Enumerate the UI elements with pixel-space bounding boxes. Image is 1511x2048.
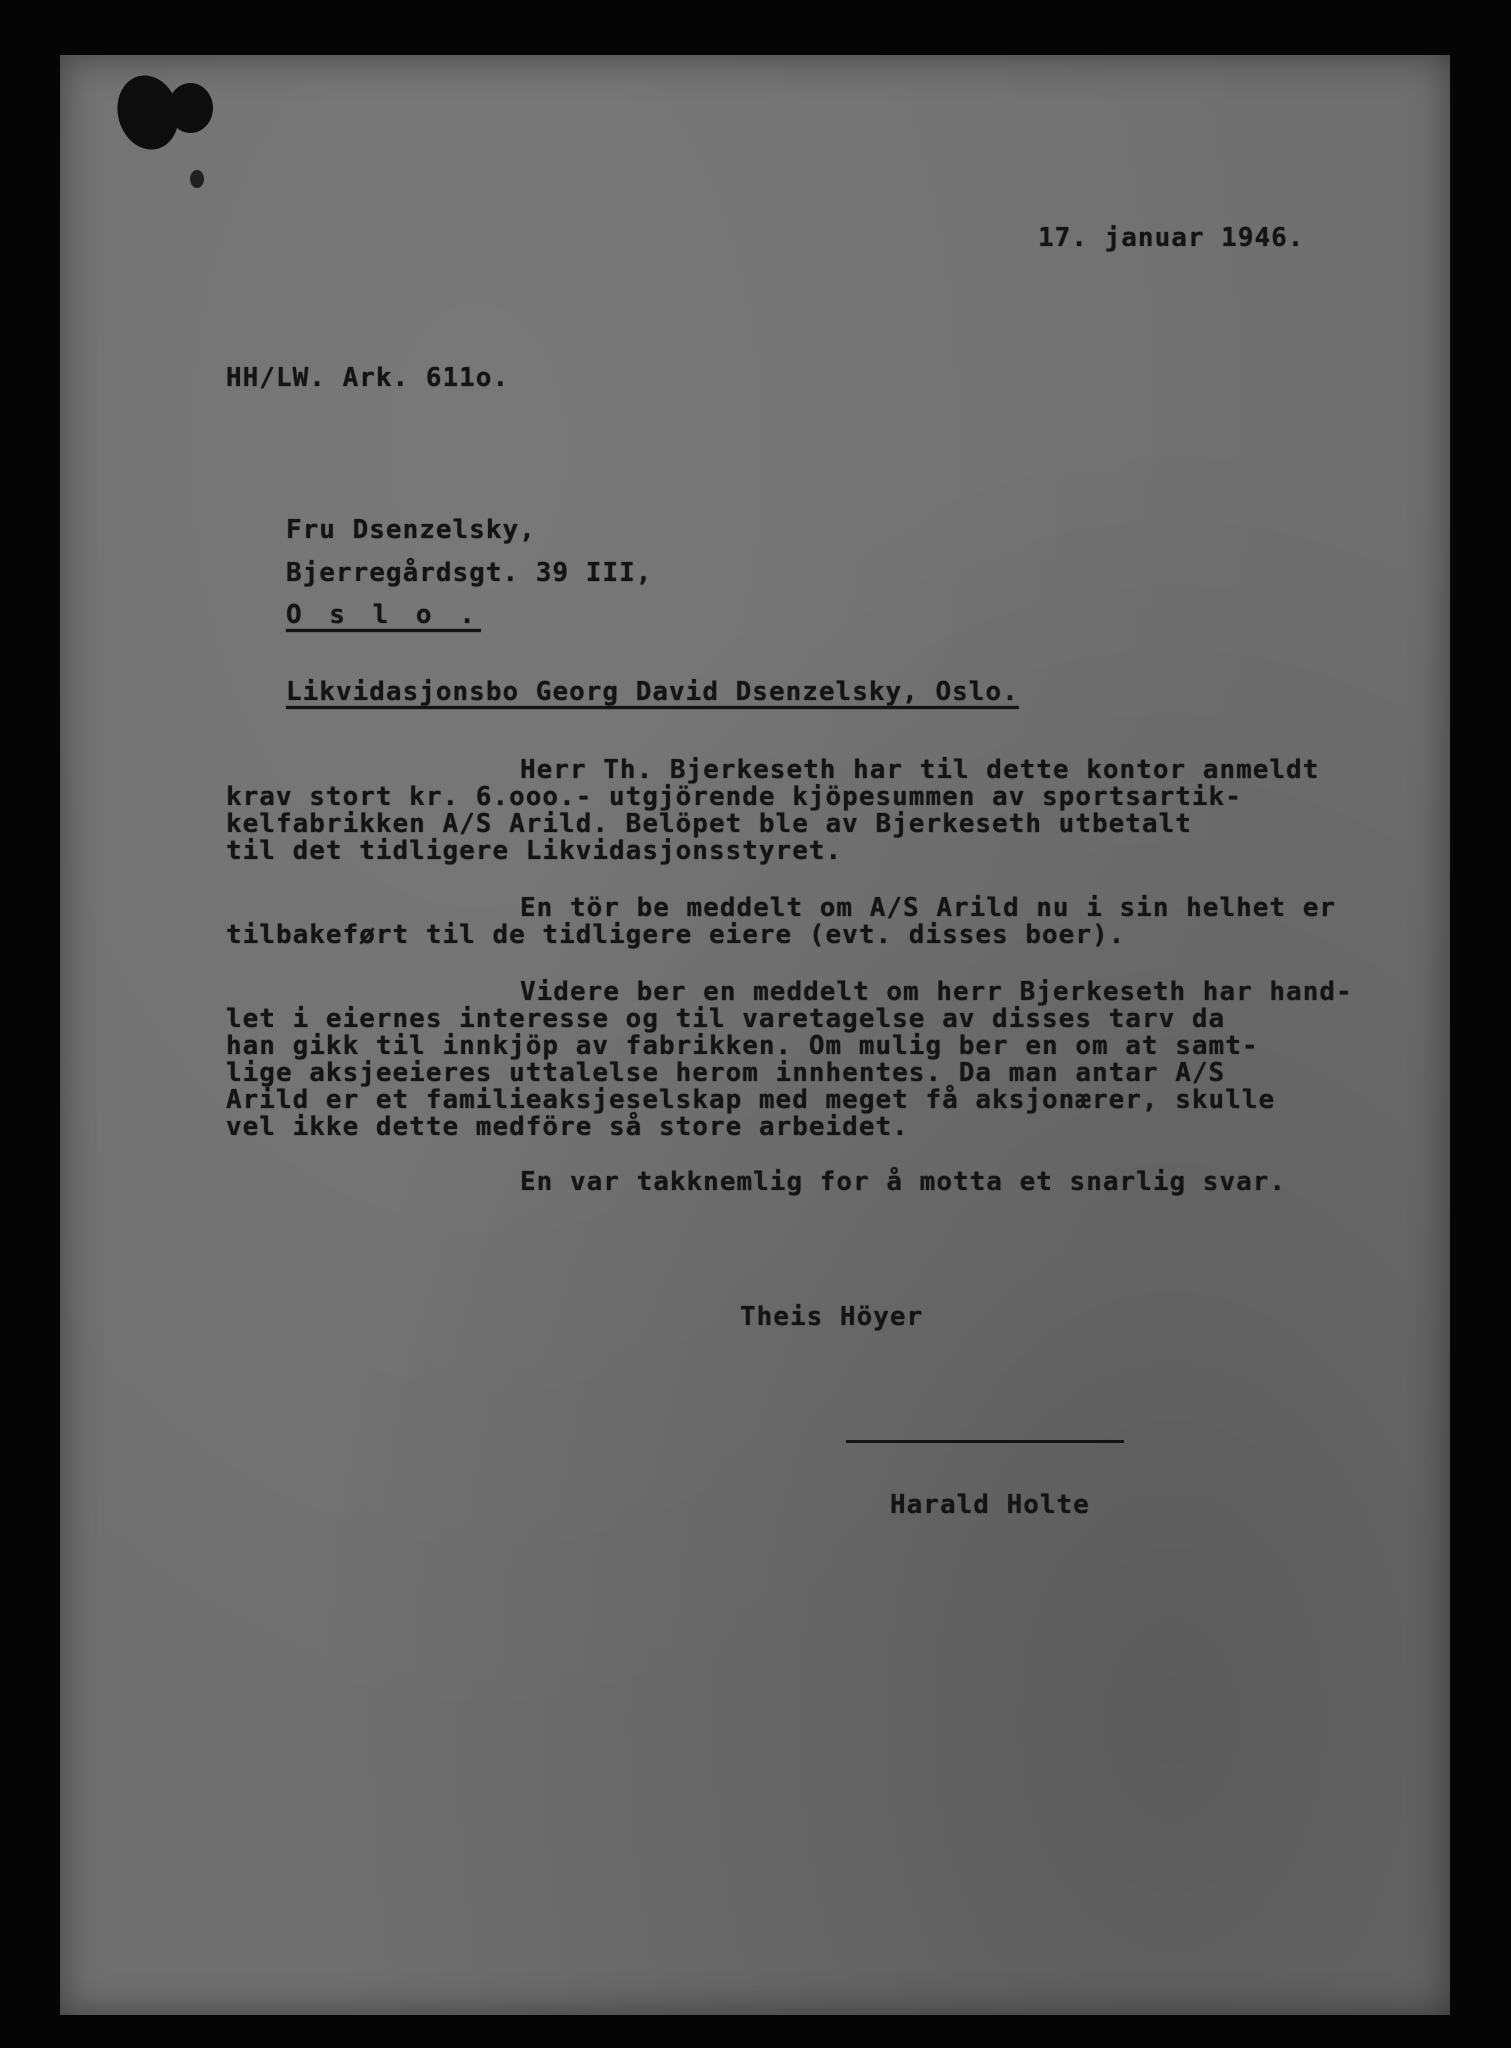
body-line: let i eiernes interesse og til varetagelse av disses tarv da (226, 1004, 1226, 1034)
recipient-city: O s l o . (286, 600, 481, 630)
body-line: lige aksjeeieres uttalelse herom innhentes. Da man antar A/S (226, 1058, 1226, 1088)
body-line: tilbakeført til de tidligere eiere (evt. disses boer). (226, 920, 1126, 950)
letter-page (60, 55, 1450, 2015)
reference-code: HH/LW. Ark. 611o. (226, 363, 510, 393)
recipient-address: Bjerregårdsgt. 39 III, (286, 558, 653, 588)
body-line: til det tidligere Likvidasjonsstyret. (226, 836, 843, 866)
body-line: Herr Th. Bjerkeseth har til dette kontor anmeldt (520, 755, 1320, 785)
signatory-name: Theis Höyer (740, 1302, 924, 1332)
ink-blot (190, 170, 204, 188)
ink-blot (168, 83, 213, 133)
subject-line: Likvidasjonsbo Georg David Dsenzelsky, Oslo. (286, 677, 1019, 707)
recipient-name: Fru Dsenzelsky, (286, 515, 536, 545)
signature-line (846, 1440, 1124, 1443)
body-line: En tör be meddelt om A/S Arild nu i sin helhet er (520, 893, 1337, 923)
body-line: han gikk til innkjöp av fabrikken. Om mulig ber en om at samt- (226, 1031, 1259, 1061)
body-line: krav stort kr. 6.ooo.- utgjörende kjöpesummen av sportsartik- (226, 782, 1242, 812)
closing-line: En var takknemlig for å motta et snarlig svar. (520, 1167, 1287, 1197)
body-line: Arild er et familieaksjeselskap med meget få aksjonærer, skulle (226, 1085, 1276, 1115)
signatory-name: Harald Holte (890, 1490, 1090, 1520)
body-line: vel ikke dette medföre så store arbeidet. (226, 1112, 909, 1142)
body-line: kelfabrikken A/S Arild. Belöpet ble av Bjerkeseth utbetalt (226, 809, 1192, 839)
body-line: Videre ber en meddelt om herr Bjerkeseth har hand- (520, 977, 1353, 1007)
letter-date: 17. januar 1946. (1038, 223, 1305, 253)
